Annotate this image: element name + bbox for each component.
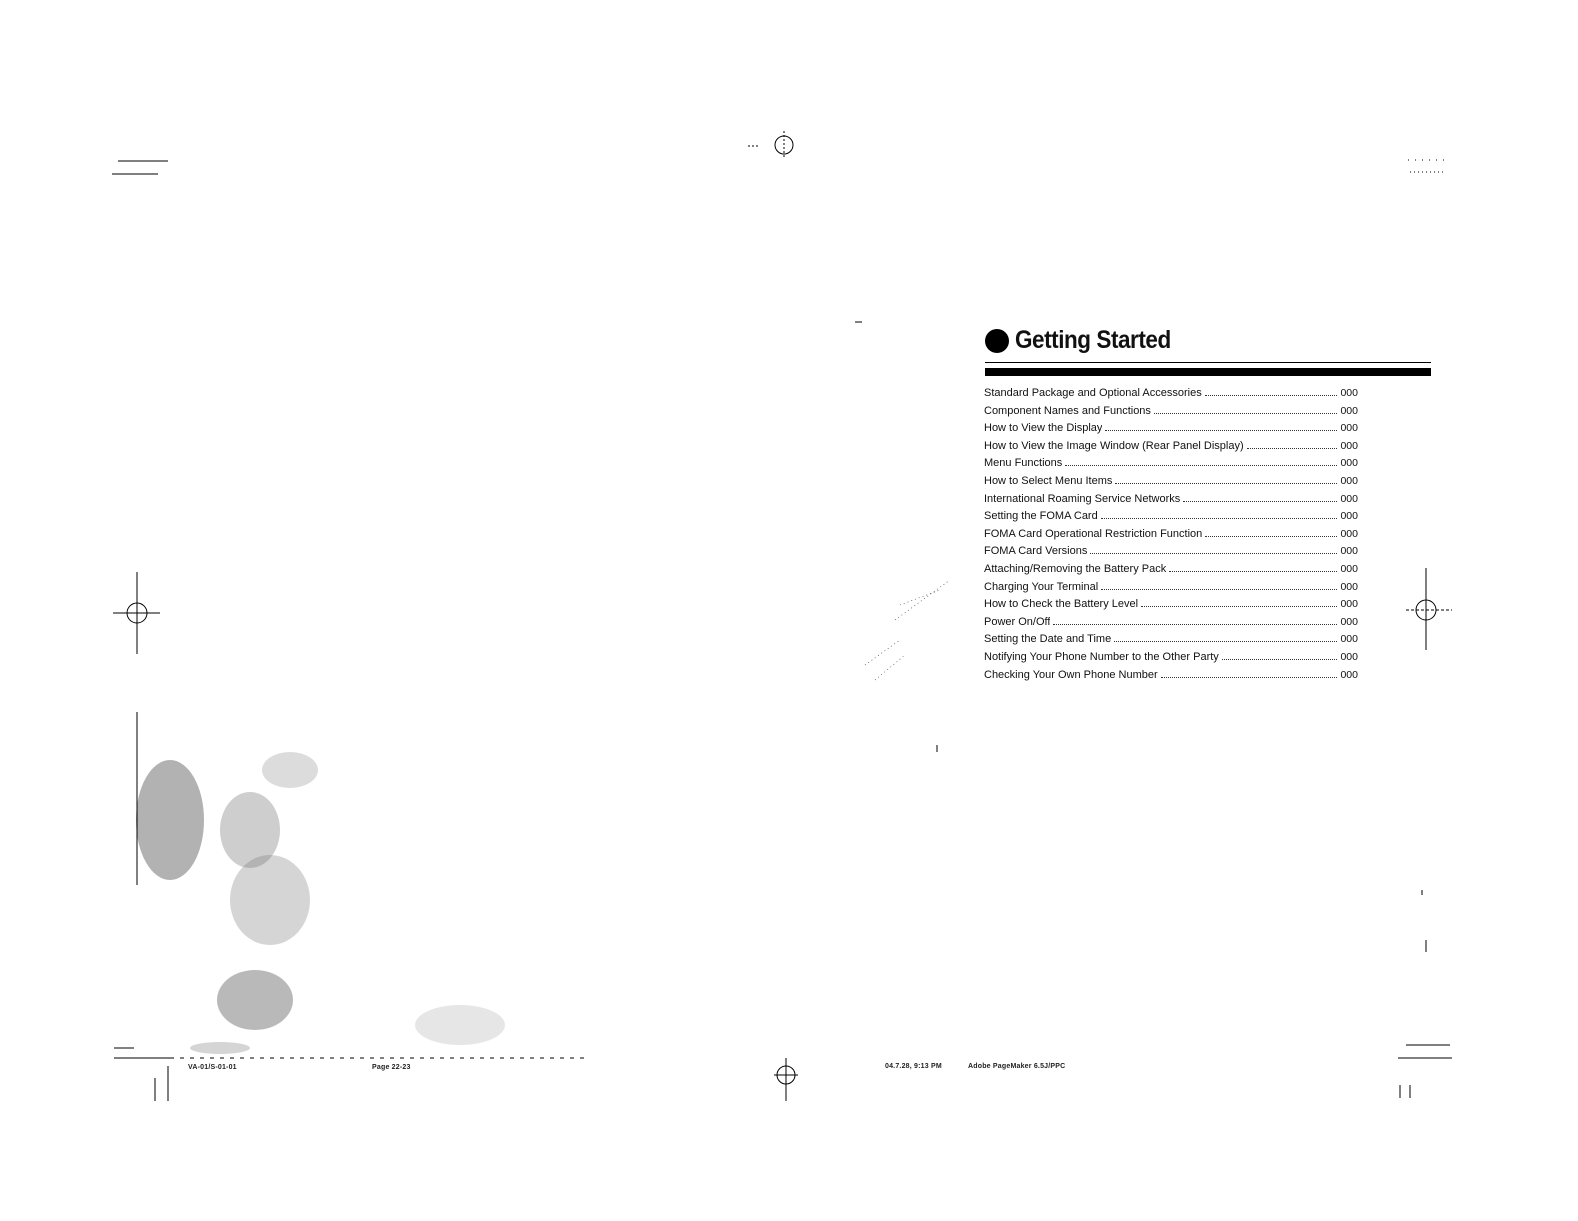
toc-entry-page: 000 (1340, 422, 1358, 435)
toc-entry[interactable] (984, 403, 1358, 421)
toc-entry-title: Power On/Off (984, 615, 1051, 628)
toc-entry-title: International Roaming Service Networks (984, 492, 1181, 505)
page-range: Page 22-23 (372, 1064, 411, 1071)
toc-entry[interactable] (984, 561, 1358, 579)
toc-entry-title: Setting the FOMA Card (984, 510, 1098, 523)
software-credit: Adobe PageMaker 6.5J/PPC (968, 1063, 1066, 1070)
toc-leader-dots (1065, 464, 1337, 466)
toc-entry-page: 000 (1340, 598, 1358, 611)
toc-entry-page: 000 (1340, 633, 1358, 646)
toc-leader-dots (1114, 640, 1337, 642)
toc-entry-page: 000 (1340, 492, 1358, 505)
toc-leader-dots (1205, 535, 1337, 537)
toc-entry[interactable] (984, 543, 1358, 561)
toc-entry-page: 000 (1340, 527, 1358, 540)
toc-entry-title: Menu Functions (984, 457, 1063, 470)
toc-entry-page: 000 (1340, 615, 1358, 628)
toc-entry[interactable] (984, 473, 1358, 491)
toc-entry-title: FOMA Card Operational Restriction Function (984, 527, 1203, 540)
toc-entry-page: 000 (1340, 457, 1358, 470)
toc-entry-title: FOMA Card Versions (984, 545, 1088, 558)
toc-entry-page: 000 (1340, 650, 1358, 663)
toc-entry-title: Attaching/Removing the Battery Pack (984, 562, 1167, 575)
toc-entry-title: Component Names and Functions (984, 404, 1151, 417)
toc-entry-title: Notifying Your Phone Number to the Other Party (984, 650, 1219, 663)
toc-leader-dots (1090, 552, 1337, 554)
toc-entry-page: 000 (1340, 474, 1358, 487)
toc-entry[interactable] (984, 596, 1358, 614)
toc-entry-title: How to View the Display (984, 422, 1103, 435)
toc-entry[interactable] (984, 438, 1358, 456)
toc-entry-page: 000 (1340, 668, 1358, 681)
toc-leader-dots (1053, 623, 1337, 625)
section-heading (985, 326, 1188, 355)
toc-entry[interactable] (984, 420, 1358, 438)
toc-entry-page: 000 (1340, 439, 1358, 452)
toc-leader-dots (1105, 429, 1337, 431)
heading-rule-thin (985, 362, 1431, 363)
toc-leader-dots (1183, 500, 1337, 502)
toc-leader-dots (1154, 412, 1338, 414)
heading-rule-bar (985, 368, 1431, 376)
toc-entry-title: Checking Your Own Phone Number (984, 668, 1158, 681)
toc-entry-title: Charging Your Terminal (984, 580, 1099, 593)
toc-entry-title: How to Select Menu Items (984, 474, 1113, 487)
toc-leader-dots (1101, 588, 1337, 590)
toc-entry[interactable] (984, 667, 1358, 685)
toc-leader-dots (1115, 482, 1337, 484)
toc-entry-title: Standard Package and Optional Accessories (984, 387, 1202, 399)
toc-entry-page: 000 (1340, 510, 1358, 523)
toc-entry-page: 000 (1340, 562, 1358, 575)
bullet-icon (985, 329, 1009, 353)
toc-entry[interactable] (984, 508, 1358, 526)
toc-leader-dots (1161, 676, 1338, 678)
toc-entry[interactable] (984, 455, 1358, 473)
toc-entry[interactable] (984, 579, 1358, 597)
toc-leader-dots (1247, 447, 1338, 449)
toc-leader-dots (1169, 570, 1337, 572)
toc-entry-title: Setting the Date and Time (984, 633, 1112, 646)
toc-entry[interactable] (984, 649, 1358, 667)
toc-entry-page: 000 (1340, 404, 1358, 417)
toc-entry[interactable] (984, 385, 1358, 403)
toc-leader-dots (1141, 605, 1337, 607)
table-of-contents (984, 385, 1358, 684)
toc-entry[interactable] (984, 491, 1358, 509)
toc-entry-page: 000 (1340, 580, 1358, 593)
toc-entry-page: 000 (1340, 545, 1358, 558)
toc-entry[interactable] (984, 526, 1358, 544)
section-title: Getting Started (1015, 326, 1171, 354)
toc-entry-title: How to Check the Battery Level (984, 598, 1139, 611)
toc-leader-dots (1205, 394, 1338, 396)
toc-leader-dots (1222, 658, 1338, 660)
toc-entry-title: How to View the Image Window (Rear Panel Display) (984, 439, 1244, 452)
toc-entry[interactable] (984, 631, 1358, 649)
toc-entry-page: 000 (1340, 387, 1358, 399)
toc-leader-dots (1101, 517, 1338, 519)
file-code: VA-01/S-01-01 (188, 1064, 237, 1071)
toc-entry[interactable] (984, 614, 1358, 632)
timestamp: 04.7.28, 9:13 PM (885, 1063, 942, 1070)
